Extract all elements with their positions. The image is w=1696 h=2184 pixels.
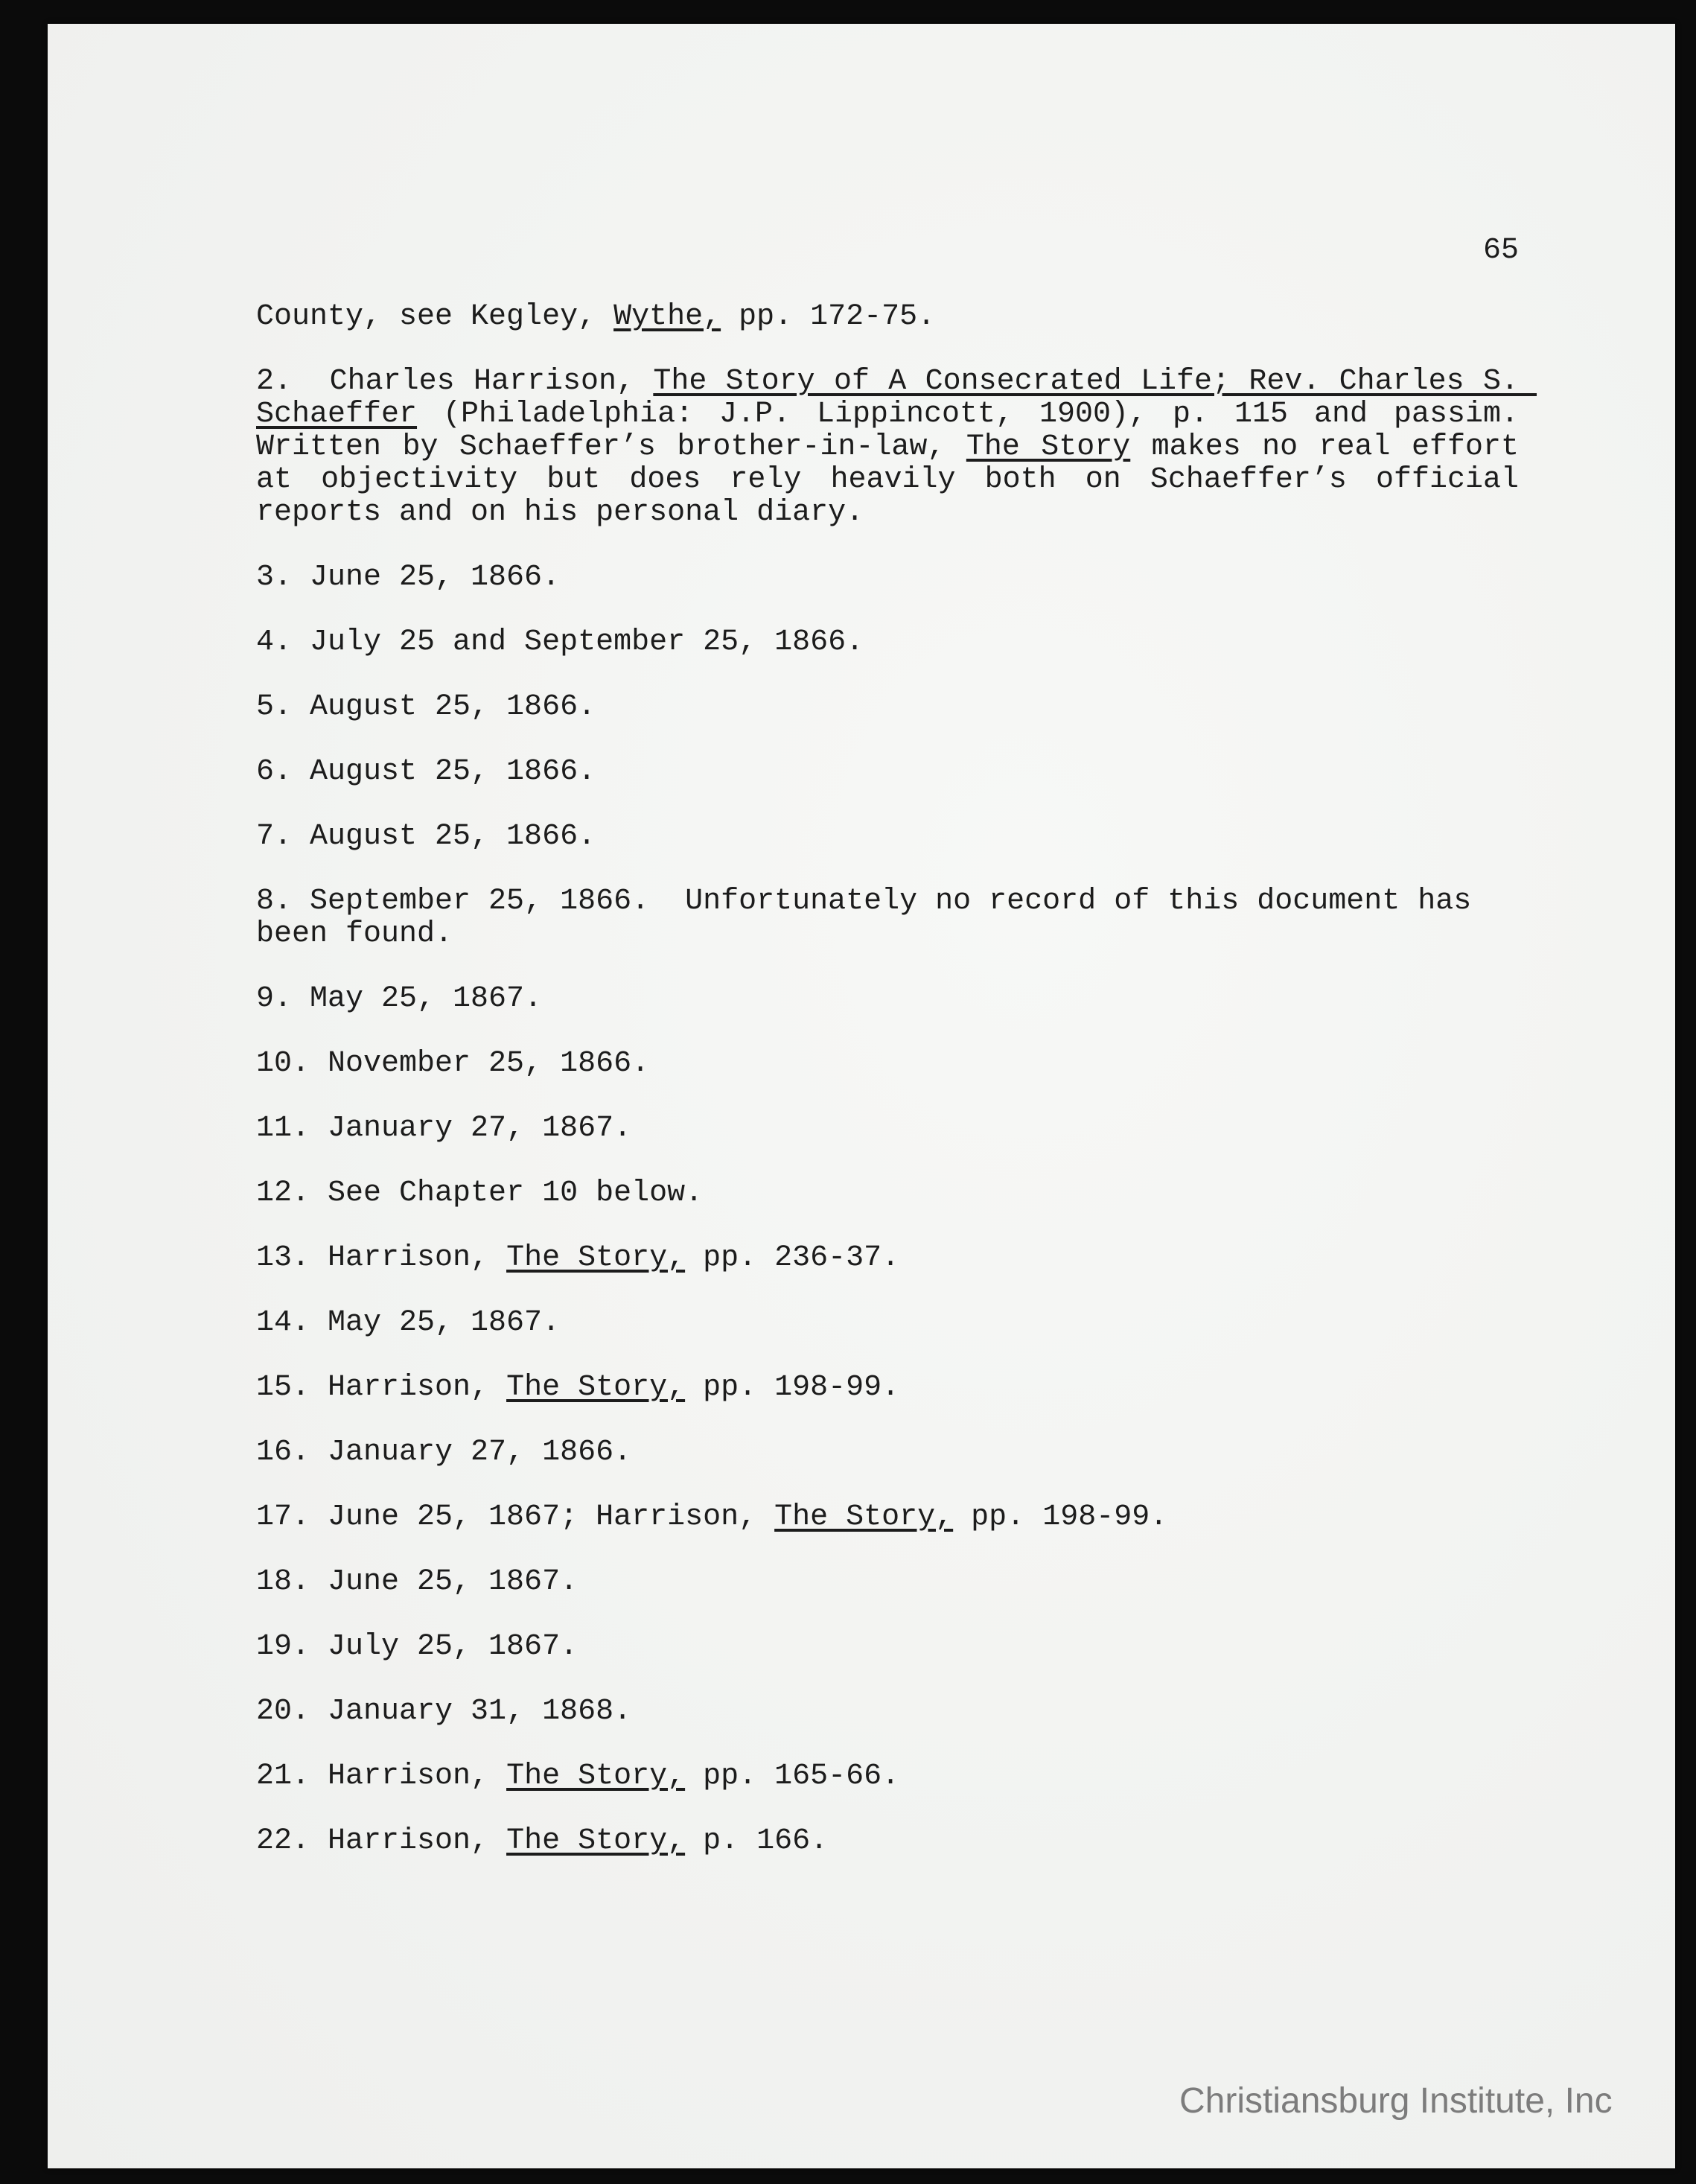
book-title: The Story [966,430,1131,464]
note-text: 13. Harrison, [256,1241,507,1275]
endnote-6: 6. August 25, 1866. [256,755,596,789]
endnote-12: 12. See Chapter 10 below. [256,1177,704,1210]
note-text: pp. 198-99. [685,1371,900,1404]
book-title: The Story, [506,1241,686,1275]
note-text: (Philadelphia: J.P. Lippincott, 1900), p. 115 and passim. Written by Schaeffer’s brother-in-law, [256,398,1555,464]
endnote-9: 9. May 25, 1867. [256,982,543,1016]
note-text: p. 166. [685,1824,829,1858]
book-title: The Story, [506,1760,686,1793]
note-text: 2. Charles Harrison, [256,365,654,398]
endnote-14: 14. May 25, 1867. [256,1306,561,1340]
endnote-13 [256,1242,1519,1275]
endnote-2 [256,365,1555,529]
note-text: pp. 172-75. [721,300,936,334]
endnote-1-continuation [256,301,1519,334]
endnote-4: 4. July 25 and September 25, 1866. [256,625,864,659]
endnotes-list [256,300,1555,1890]
note-text: County, see Kegley, [256,300,614,334]
endnote-16: 16. January 27, 1866. [256,1436,632,1469]
endnote-20: 20. January 31, 1868. [256,1695,632,1728]
note-text: 22. Harrison, [256,1824,507,1858]
document-page [48,24,1675,2168]
note-text: 15. Harrison, [256,1371,507,1404]
note-text: pp. 236-37. [685,1241,900,1275]
endnote-11: 11. January 27, 1867. [256,1112,632,1145]
note-text: makes no real effort at objectivity but does rely heavily both on Schaeffer’s official reports and on his personal diary. [256,430,1537,529]
endnote-18: 18. June 25, 1867. [256,1565,578,1599]
endnote-17 [256,1501,1519,1534]
endnote-15 [256,1372,1519,1404]
note-text: 21. Harrison, [256,1760,507,1793]
note-text: pp. 165-66. [685,1760,900,1793]
book-title: Wythe, [613,300,721,334]
endnote-3: 3. June 25, 1866. [256,561,561,594]
book-title: The Story, [506,1371,686,1404]
book-title: The Story of A Consecrated Life; Rev. Charles S. Schaeffer [256,365,1537,431]
watermark: Christiansburg Institute, Inc [1179,2081,1613,2121]
note-text: 17. June 25, 1867; Harrison, [256,1500,775,1534]
endnote-8: 8. September 25, 1866. Unfortunately no record of this document has been found. [256,885,1490,951]
endnote-5: 5. August 25, 1866. [256,690,596,724]
page-number: 65 [1483,234,1520,267]
endnote-7: 7. August 25, 1866. [256,820,596,853]
endnote-19: 19. July 25, 1867. [256,1630,578,1664]
endnote-22 [256,1825,1519,1858]
note-text: pp. 198-99. [953,1500,1168,1534]
book-title: The Story, [506,1824,686,1858]
endnote-10: 10. November 25, 1866. [256,1047,650,1080]
book-title: The Story, [774,1500,954,1534]
endnote-21 [256,1760,1519,1793]
